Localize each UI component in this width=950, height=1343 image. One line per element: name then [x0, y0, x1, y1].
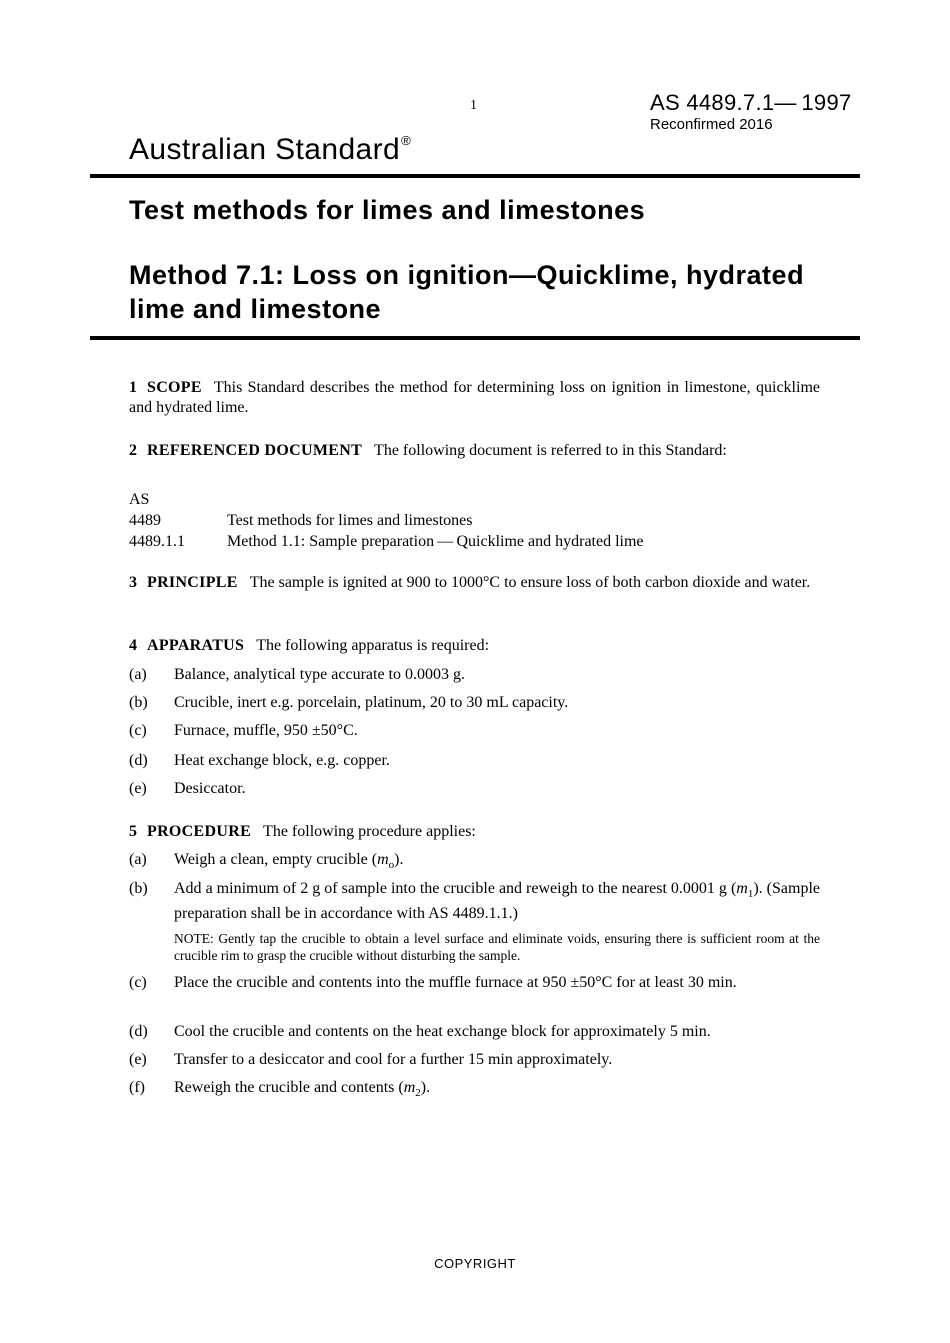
procedure-note: NOTE: Gently tap the crucible to obtain a level surface and eliminate voids, ensuring there is sufficient room at the crucible rim to grasp the crucible without disturbing the sample.: [174, 931, 820, 963]
step-label: (c): [129, 974, 147, 991]
reference-prefix: AS: [129, 491, 150, 508]
brand-title: [129, 133, 411, 167]
reconfirmed-date: Reconfirmed 2016: [650, 116, 773, 133]
step-text: Transfer to a desiccator and cool for a further 15 min approximately.: [174, 1051, 613, 1068]
step-label: (e): [129, 1051, 147, 1068]
variable-subscript: 1: [747, 888, 754, 901]
section-number: 4: [129, 637, 137, 654]
item-label: (c): [129, 722, 147, 739]
section-heading: PRINCIPLE: [147, 574, 238, 591]
mass-variable: m: [377, 851, 389, 868]
step-label: (a): [129, 851, 147, 868]
item-label: (e): [129, 780, 147, 797]
section-heading: PROCEDURE: [147, 823, 252, 840]
item-text: Desiccator.: [174, 780, 246, 797]
section-text: This Standard describes the method for determining loss on ignition in limestone, quicklime and hydrated lime.: [129, 379, 820, 416]
bottom-rule: [90, 336, 860, 340]
step-label: (b): [129, 880, 148, 897]
item-label: (a): [129, 666, 147, 683]
section-text: The following procedure applies:: [263, 823, 476, 840]
reference-row: [129, 531, 644, 552]
step-text: [174, 879, 820, 924]
standard-number: AS 4489.7.1— 1997: [650, 90, 852, 115]
section-text: The following apparatus is required:: [256, 637, 490, 654]
step-text-pre: Reweigh the crucible and contents (: [174, 1079, 404, 1096]
section-heading: APPARATUS: [147, 637, 245, 654]
step-label: (d): [129, 1023, 148, 1040]
item-text: Heat exchange block, e.g. copper.: [174, 752, 390, 769]
registered-mark: ®: [401, 133, 412, 148]
variable-subscript: 2: [415, 1087, 421, 1100]
item-text: Crucible, inert e.g. porcelain, platinum, 20 to 30 mL capacity.: [174, 694, 569, 711]
section-number: 2: [129, 442, 137, 459]
section-principle: [129, 573, 820, 593]
method-title: Method 7.1: Loss on ignition—Quicklime, hydrated lime and limestone: [129, 260, 805, 324]
step-text-post: ).: [394, 851, 404, 868]
item-label: (b): [129, 694, 148, 711]
step-text: Place the crucible and contents into the muffle furnace at 950 ±50°C for at least 30 min.: [174, 974, 737, 991]
step-text-post: ). (Sample preparation shall be in accordance with AS 4489.1.1.): [174, 880, 821, 923]
item-text: Furnace, muffle, 950 ±50°C.: [174, 722, 358, 739]
reference-code: 4489.1.1: [129, 533, 185, 550]
section-number: 3: [129, 574, 137, 591]
section-scope: [129, 378, 820, 418]
page-number: 1: [470, 98, 477, 113]
section-apparatus: [129, 636, 820, 656]
section-number: 1: [129, 379, 137, 396]
section-text: The sample is ignited at 900 to 1000°C to ensure loss of both carbon dioxide and water.: [249, 574, 811, 591]
step-text-post: ).: [420, 1079, 431, 1096]
reference-title: Test methods for limes and limestones: [227, 512, 473, 529]
variable-subscript: o: [388, 859, 395, 872]
section-referenced-document: [129, 441, 820, 461]
reference-code: 4489: [129, 512, 161, 529]
step-text: Cool the crucible and contents on the heat exchange block for approximately 5 min.: [174, 1023, 711, 1040]
section-procedure: [129, 822, 820, 842]
section-heading: SCOPE: [147, 379, 202, 396]
step-text: [174, 1078, 820, 1103]
item-label: (d): [129, 752, 148, 769]
reference-row: [129, 510, 473, 531]
step-text: [174, 850, 820, 875]
reference-title: Method 1.1: Sample preparation — Quicklime and hydrated lime: [227, 533, 644, 550]
copyright-notice: COPYRIGHT: [434, 1256, 516, 1271]
section-heading: REFERENCED DOCUMENT: [147, 442, 363, 459]
section-text: The following document is referred to in this Standard:: [374, 442, 727, 459]
step-text-pre: Weigh a clean, empty crucible (: [174, 851, 378, 868]
item-text: Balance, analytical type accurate to 0.0003 g.: [174, 666, 465, 683]
step-text-pre: Add a minimum of 2 g of sample into the crucible and reweigh to the nearest 0.0001 g (: [174, 880, 737, 897]
top-rule: [90, 174, 860, 178]
step-label: (f): [129, 1079, 145, 1096]
mass-variable: m: [403, 1079, 416, 1096]
mass-variable: m: [736, 880, 748, 897]
section-number: 5: [129, 823, 137, 840]
document-title: Test methods for limes and limestones: [129, 195, 646, 225]
brand-name: Australian Standard: [129, 133, 401, 166]
